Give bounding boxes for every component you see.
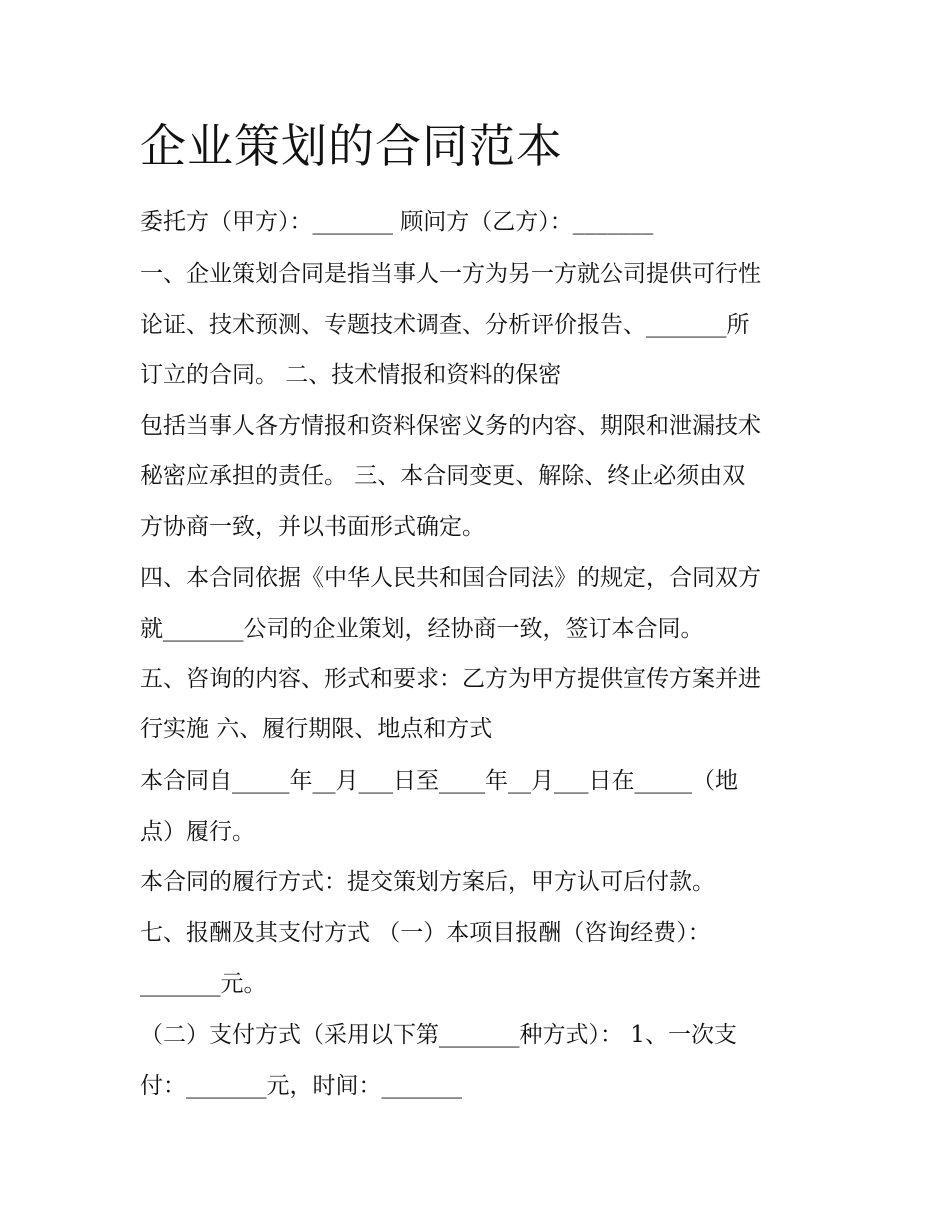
body-line: 七、报酬及其支付方式 （一）本项目报酬（咨询经费）： xyxy=(140,920,711,946)
body-line: 付：_______元，时间：_______ xyxy=(140,1073,462,1099)
body-line: 五、咨询的内容、形式和要求：乙方为甲方提供宣传方案并进 xyxy=(140,666,761,692)
body-line: 订立的合同。 二、技术情报和资料的保密 xyxy=(140,362,562,388)
body-line: 包括当事人各方情报和资料保密义务的内容、期限和泄漏技术 xyxy=(140,413,761,439)
body-line: 行实施 六、履行期限、地点和方式 xyxy=(140,716,493,742)
body-line: （二）支付方式（采用以下第_______种方式）： 1、一次支 xyxy=(140,1022,737,1048)
document-title: 企业策划的合同范本 xyxy=(140,119,563,173)
body-line: 秘密应承担的责任。 三、本合同变更、解除、终止必须由双 xyxy=(140,463,746,489)
body-line: 就_______公司的企业策划，经协商一致，签订本合同。 xyxy=(140,616,704,642)
body-line: 方协商一致，并以书面形式确定。 xyxy=(140,514,485,540)
party-line: 委托方（甲方）：_______ 顾问方（乙方）：_______ xyxy=(140,209,654,235)
body-line: 点）履行。 xyxy=(140,819,255,845)
body-line: 本合同的履行方式：提交策划方案后，甲方认可后付款。 xyxy=(140,869,715,895)
body-line: 一、企业策划合同是指当事人一方为另一方就公司提供可行性 xyxy=(140,261,761,287)
body-line: 四、本合同依据《中华人民共和国合同法》的规定，合同双方 xyxy=(140,565,761,591)
body-line: _______元。 xyxy=(140,971,267,997)
body-line: 论证、技术预测、专题技术调查、分析评价报告、_______所 xyxy=(140,312,750,338)
body-line: 本合同自_____年__月___日至____年__月___日在_____（地 xyxy=(140,768,738,794)
